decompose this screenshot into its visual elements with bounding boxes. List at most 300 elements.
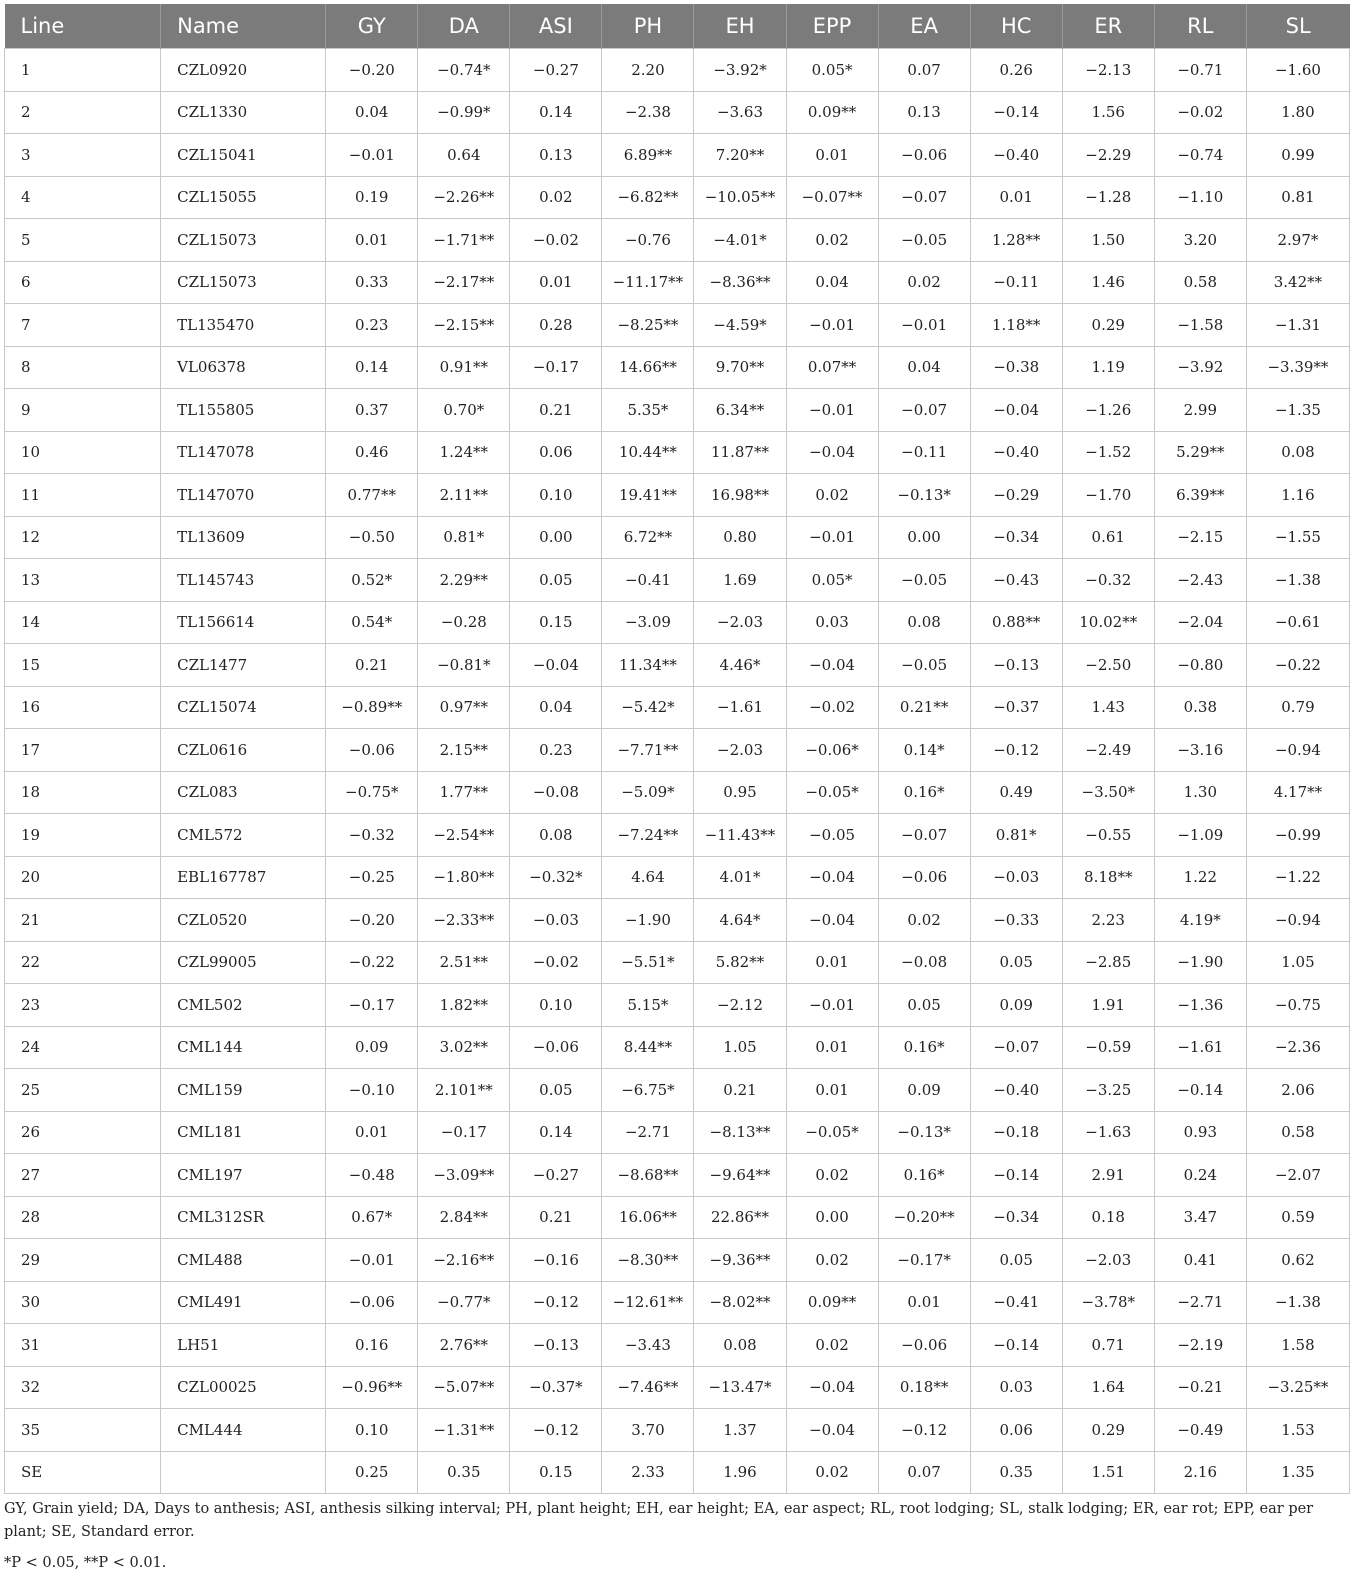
cell-eh: 4.01* (694, 856, 786, 899)
cell-gy: −0.20 (326, 49, 418, 92)
cell-da: 0.70* (418, 389, 510, 432)
cell-sl: −0.99 (1246, 814, 1349, 857)
table-row (5, 49, 1350, 92)
cell-eh: 1.96 (694, 1451, 786, 1494)
abbreviations-note: GY, Grain yield; DA, Days to anthesis; ASI, anthesis silking interval; PH, plant height; EH, ear height; EA, ear aspect; RL, root lodging; SL, stalk lodging; ER, ear rot; EPP, ear per plant; SE, Standard error. (4, 1501, 1314, 1540)
cell-asi: 0.10 (510, 984, 602, 1027)
cell-hc: −0.37 (970, 686, 1062, 729)
cell-er: 2.23 (1062, 899, 1154, 942)
column-header-sl: SL (1246, 4, 1349, 49)
cell-gy: −0.25 (326, 856, 418, 899)
cell-epp: −0.04 (786, 856, 878, 899)
cell-eh: 1.69 (694, 559, 786, 602)
cell-hc: −0.40 (970, 431, 1062, 474)
cell-er: −0.32 (1062, 559, 1154, 602)
cell-sl: −0.22 (1246, 644, 1349, 687)
cell-asi: 0.15 (510, 601, 602, 644)
cell-asi: 0.06 (510, 431, 602, 474)
cell-er: 1.51 (1062, 1451, 1154, 1494)
cell-er: −3.50* (1062, 771, 1154, 814)
cell-rl: −2.04 (1154, 601, 1246, 644)
cell-epp: −0.04 (786, 1409, 878, 1452)
cell-eh: 7.20** (694, 134, 786, 177)
cell-sl: 0.08 (1246, 431, 1349, 474)
cell-asi: −0.03 (510, 899, 602, 942)
cell-ph: 2.20 (602, 49, 694, 92)
cell-da: −2.17** (418, 261, 510, 304)
cell-asi: 0.14 (510, 91, 602, 134)
cell-sl: −1.35 (1246, 389, 1349, 432)
cell-line: 12 (5, 516, 161, 559)
table-row (5, 1281, 1350, 1324)
cell-line: 2 (5, 91, 161, 134)
cell-name: CZL15073 (161, 219, 326, 262)
cell-line: 14 (5, 601, 161, 644)
cell-hc: −0.14 (970, 1154, 1062, 1197)
cell-da: 1.77** (418, 771, 510, 814)
cell-eh: 5.82** (694, 941, 786, 984)
cell-line: SE (5, 1451, 161, 1494)
cell-hc: −0.11 (970, 261, 1062, 304)
cell-name: LH51 (161, 1324, 326, 1367)
cell-asi: 0.10 (510, 474, 602, 517)
cell-sl: 1.16 (1246, 474, 1349, 517)
cell-name: CML144 (161, 1026, 326, 1069)
cell-name: CZL15055 (161, 176, 326, 219)
cell-rl: −1.90 (1154, 941, 1246, 984)
cell-ea: −0.20** (878, 1196, 970, 1239)
cell-sl: −1.22 (1246, 856, 1349, 899)
cell-hc: 0.05 (970, 941, 1062, 984)
table-row (5, 91, 1350, 134)
cell-line: 6 (5, 261, 161, 304)
cell-sl: −0.75 (1246, 984, 1349, 1027)
cell-epp: −0.04 (786, 431, 878, 474)
cell-da: 0.81* (418, 516, 510, 559)
cell-gy: 0.52* (326, 559, 418, 602)
table-row (5, 814, 1350, 857)
cell-da: 2.15** (418, 729, 510, 772)
cell-eh: 11.87** (694, 431, 786, 474)
cell-ea: −0.13* (878, 1111, 970, 1154)
cell-sl: −0.94 (1246, 729, 1349, 772)
column-header-rl: RL (1154, 4, 1246, 49)
cell-eh: −10.05** (694, 176, 786, 219)
cell-eh: −9.36** (694, 1239, 786, 1282)
cell-er: −2.85 (1062, 941, 1154, 984)
cell-hc: −0.33 (970, 899, 1062, 942)
cell-gy: 0.10 (326, 1409, 418, 1452)
cell-rl: −0.74 (1154, 134, 1246, 177)
cell-ph: −2.71 (602, 1111, 694, 1154)
cell-da: 2.11** (418, 474, 510, 517)
cell-ea: 0.01 (878, 1281, 970, 1324)
cell-name: CML502 (161, 984, 326, 1027)
cell-er: −0.55 (1062, 814, 1154, 857)
column-header-gy: GY (326, 4, 418, 49)
cell-rl: −1.36 (1154, 984, 1246, 1027)
column-header-hc: HC (970, 4, 1062, 49)
cell-ph: −5.51* (602, 941, 694, 984)
cell-eh: −1.61 (694, 686, 786, 729)
cell-line: 18 (5, 771, 161, 814)
cell-line: 17 (5, 729, 161, 772)
cell-sl: 0.59 (1246, 1196, 1349, 1239)
cell-sl: 2.06 (1246, 1069, 1349, 1112)
cell-eh: 0.80 (694, 516, 786, 559)
table-row (5, 1026, 1350, 1069)
cell-line: 19 (5, 814, 161, 857)
cell-eh: −2.03 (694, 729, 786, 772)
cell-eh: −3.63 (694, 91, 786, 134)
cell-line: 30 (5, 1281, 161, 1324)
cell-hc: −0.34 (970, 1196, 1062, 1239)
cell-epp: −0.04 (786, 1366, 878, 1409)
cell-eh: 4.64* (694, 899, 786, 942)
cell-ph: −7.46** (602, 1366, 694, 1409)
cell-name: CML159 (161, 1069, 326, 1112)
cell-sl: 0.81 (1246, 176, 1349, 219)
cell-name: EBL167787 (161, 856, 326, 899)
cell-name: TL147078 (161, 431, 326, 474)
cell-ph: −1.90 (602, 899, 694, 942)
table-row (5, 1069, 1350, 1112)
cell-ea: 0.16* (878, 1026, 970, 1069)
cell-ph: 10.44** (602, 431, 694, 474)
cell-sl: 1.35 (1246, 1451, 1349, 1494)
cell-hc: 0.01 (970, 176, 1062, 219)
cell-eh: −11.43** (694, 814, 786, 857)
cell-da: 3.02** (418, 1026, 510, 1069)
cell-eh: −2.12 (694, 984, 786, 1027)
table-row (5, 601, 1350, 644)
cell-ea: −0.05 (878, 219, 970, 262)
cell-line: 10 (5, 431, 161, 474)
cell-asi: 0.04 (510, 686, 602, 729)
cell-da: 0.97** (418, 686, 510, 729)
cell-name: CZL99005 (161, 941, 326, 984)
table-row (5, 304, 1350, 347)
cell-ph: 8.44** (602, 1026, 694, 1069)
cell-er: 2.91 (1062, 1154, 1154, 1197)
cell-ph: 14.66** (602, 346, 694, 389)
cell-ph: −7.71** (602, 729, 694, 772)
cell-name: CZL0520 (161, 899, 326, 942)
cell-ea: 0.02 (878, 899, 970, 942)
cell-rl: 6.39** (1154, 474, 1246, 517)
table-row (5, 729, 1350, 772)
cell-epp: 0.02 (786, 1239, 878, 1282)
column-header-line: Line (5, 4, 161, 49)
standard-error-row (5, 1451, 1350, 1494)
cell-epp: 0.02 (786, 1154, 878, 1197)
cell-hc: −0.03 (970, 856, 1062, 899)
cell-er: 0.18 (1062, 1196, 1154, 1239)
cell-da: 2.51** (418, 941, 510, 984)
cell-epp: 0.02 (786, 1324, 878, 1367)
cell-sl: 1.53 (1246, 1409, 1349, 1452)
cell-epp: 0.00 (786, 1196, 878, 1239)
cell-gy: 0.14 (326, 346, 418, 389)
cell-ea: −0.06 (878, 856, 970, 899)
cell-name: TL135470 (161, 304, 326, 347)
cell-eh: 4.46* (694, 644, 786, 687)
cell-ea: −0.07 (878, 389, 970, 432)
cell-ea: −0.11 (878, 431, 970, 474)
cell-name: CZL15041 (161, 134, 326, 177)
table-row (5, 771, 1350, 814)
cell-name: CZL1477 (161, 644, 326, 687)
column-header-ph: PH (602, 4, 694, 49)
cell-da: −3.09** (418, 1154, 510, 1197)
table-row (5, 389, 1350, 432)
cell-name: CZL00025 (161, 1366, 326, 1409)
cell-gy: −0.20 (326, 899, 418, 942)
cell-ph: 4.64 (602, 856, 694, 899)
cell-epp: 0.01 (786, 1026, 878, 1069)
cell-name: CZL15073 (161, 261, 326, 304)
cell-rl: 3.47 (1154, 1196, 1246, 1239)
cell-epp: −0.04 (786, 644, 878, 687)
column-header-eh: EH (694, 4, 786, 49)
cell-epp: 0.02 (786, 219, 878, 262)
cell-line: 23 (5, 984, 161, 1027)
cell-line: 7 (5, 304, 161, 347)
table-row (5, 346, 1350, 389)
cell-hc: 0.05 (970, 1239, 1062, 1282)
cell-gy: 0.16 (326, 1324, 418, 1367)
cell-er: −1.28 (1062, 176, 1154, 219)
cell-gy: 0.33 (326, 261, 418, 304)
cell-name: CZL0616 (161, 729, 326, 772)
cell-ea: 0.14* (878, 729, 970, 772)
cell-ph: −5.09* (602, 771, 694, 814)
cell-line: 27 (5, 1154, 161, 1197)
cell-asi: 0.21 (510, 389, 602, 432)
cell-eh: −8.13** (694, 1111, 786, 1154)
table-row (5, 1366, 1350, 1409)
cell-rl: 3.20 (1154, 219, 1246, 262)
column-header-er: ER (1062, 4, 1154, 49)
table-row (5, 516, 1350, 559)
cell-da: −5.07** (418, 1366, 510, 1409)
cell-hc: −0.14 (970, 91, 1062, 134)
cell-rl: −2.19 (1154, 1324, 1246, 1367)
cell-rl: 2.99 (1154, 389, 1246, 432)
cell-hc: −0.29 (970, 474, 1062, 517)
cell-er: 0.29 (1062, 1409, 1154, 1452)
cell-da: −0.99* (418, 91, 510, 134)
cell-ea: −0.05 (878, 559, 970, 602)
cell-name: CZL083 (161, 771, 326, 814)
cell-eh: −9.64** (694, 1154, 786, 1197)
data-table-container (4, 4, 1350, 1494)
cell-er: −0.59 (1062, 1026, 1154, 1069)
cell-da: −0.74* (418, 49, 510, 92)
cell-ea: 0.00 (878, 516, 970, 559)
cell-asi: −0.02 (510, 219, 602, 262)
table-row (5, 431, 1350, 474)
cell-epp: −0.01 (786, 516, 878, 559)
cell-rl: 0.38 (1154, 686, 1246, 729)
cell-hc: 0.03 (970, 1366, 1062, 1409)
cell-ph: 5.15* (602, 984, 694, 1027)
cell-gy: 0.67* (326, 1196, 418, 1239)
cell-ea: −0.07 (878, 814, 970, 857)
cell-rl: −0.02 (1154, 91, 1246, 134)
cell-sl: 0.58 (1246, 1111, 1349, 1154)
cell-er: −1.26 (1062, 389, 1154, 432)
cell-epp: 0.03 (786, 601, 878, 644)
table-row (5, 644, 1350, 687)
table-row (5, 176, 1350, 219)
cell-rl: 0.41 (1154, 1239, 1246, 1282)
cell-rl: −3.92 (1154, 346, 1246, 389)
cell-eh: 22.86** (694, 1196, 786, 1239)
cell-hc: −0.14 (970, 1324, 1062, 1367)
cell-rl: 2.16 (1154, 1451, 1246, 1494)
cell-er: −2.13 (1062, 49, 1154, 92)
cell-rl: −1.58 (1154, 304, 1246, 347)
cell-name: CML312SR (161, 1196, 326, 1239)
cell-eh: 9.70** (694, 346, 786, 389)
cell-da: −2.15** (418, 304, 510, 347)
cell-name: TL147070 (161, 474, 326, 517)
cell-asi: −0.13 (510, 1324, 602, 1367)
cell-hc: 1.18** (970, 304, 1062, 347)
cell-hc: 0.06 (970, 1409, 1062, 1452)
cell-er: 1.64 (1062, 1366, 1154, 1409)
cell-eh: −8.02** (694, 1281, 786, 1324)
cell-sl: 3.42** (1246, 261, 1349, 304)
cell-hc: −0.34 (970, 516, 1062, 559)
cell-epp: −0.05* (786, 1111, 878, 1154)
cell-sl: 1.05 (1246, 941, 1349, 984)
cell-line: 20 (5, 856, 161, 899)
cell-er: 10.02** (1062, 601, 1154, 644)
cell-asi: 0.13 (510, 134, 602, 177)
column-header-da: DA (418, 4, 510, 49)
cell-ph: −3.09 (602, 601, 694, 644)
table-row (5, 261, 1350, 304)
cell-ea: 0.21** (878, 686, 970, 729)
cell-da: −1.80** (418, 856, 510, 899)
cell-sl: 0.99 (1246, 134, 1349, 177)
cell-gy: 0.01 (326, 1111, 418, 1154)
cell-ea: −0.13* (878, 474, 970, 517)
significance-note: *P < 0.05, **P < 0.01. (4, 1555, 167, 1571)
cell-gy: 0.37 (326, 389, 418, 432)
cell-line: 21 (5, 899, 161, 942)
cell-gy: 0.54* (326, 601, 418, 644)
cell-line: 15 (5, 644, 161, 687)
cell-sl: −1.38 (1246, 1281, 1349, 1324)
cell-gy: −0.89** (326, 686, 418, 729)
cell-ph: 6.89** (602, 134, 694, 177)
cell-rl: −2.71 (1154, 1281, 1246, 1324)
cell-ph: −0.41 (602, 559, 694, 602)
cell-line: 26 (5, 1111, 161, 1154)
cell-asi: −0.32* (510, 856, 602, 899)
cell-ph: 16.06** (602, 1196, 694, 1239)
cell-sl: −1.55 (1246, 516, 1349, 559)
table-row (5, 686, 1350, 729)
cell-da: 0.91** (418, 346, 510, 389)
cell-ea: 0.07 (878, 1451, 970, 1494)
cell-ph: −12.61** (602, 1281, 694, 1324)
cell-eh: 1.37 (694, 1409, 786, 1452)
cell-ea: 0.08 (878, 601, 970, 644)
cell-sl: 0.79 (1246, 686, 1349, 729)
cell-line: 8 (5, 346, 161, 389)
cell-ea: −0.12 (878, 1409, 970, 1452)
cell-er: −2.49 (1062, 729, 1154, 772)
table-row (5, 941, 1350, 984)
cell-er: −2.50 (1062, 644, 1154, 687)
cell-epp: −0.01 (786, 389, 878, 432)
cell-sl: −3.25** (1246, 1366, 1349, 1409)
cell-line: 29 (5, 1239, 161, 1282)
cell-name: CML444 (161, 1409, 326, 1452)
cell-ph: −0.76 (602, 219, 694, 262)
column-header-epp: EPP (786, 4, 878, 49)
cell-line: 1 (5, 49, 161, 92)
cell-rl: 1.22 (1154, 856, 1246, 899)
cell-rl: −1.10 (1154, 176, 1246, 219)
cell-epp: 0.04 (786, 261, 878, 304)
cell-da: 1.82** (418, 984, 510, 1027)
cell-epp: −0.05* (786, 771, 878, 814)
cell-epp: 0.05* (786, 49, 878, 92)
cell-epp: 0.02 (786, 474, 878, 517)
cell-epp: −0.02 (786, 686, 878, 729)
cell-da: −0.28 (418, 601, 510, 644)
cell-ea: 0.07 (878, 49, 970, 92)
cell-ph: −6.82** (602, 176, 694, 219)
cell-sl: 4.17** (1246, 771, 1349, 814)
cell-name: CML572 (161, 814, 326, 857)
cell-line: 32 (5, 1366, 161, 1409)
cell-ph: −11.17** (602, 261, 694, 304)
cell-rl: −0.71 (1154, 49, 1246, 92)
cell-line: 11 (5, 474, 161, 517)
cell-name: CML491 (161, 1281, 326, 1324)
cell-ea: 0.02 (878, 261, 970, 304)
cell-gy: 0.01 (326, 219, 418, 262)
cell-line: 3 (5, 134, 161, 177)
cell-sl: 1.80 (1246, 91, 1349, 134)
cell-ea: 0.13 (878, 91, 970, 134)
cell-epp: −0.01 (786, 984, 878, 1027)
cell-ph: −6.75* (602, 1069, 694, 1112)
cell-asi: −0.08 (510, 771, 602, 814)
cell-sl: 0.62 (1246, 1239, 1349, 1282)
cell-er: 8.18** (1062, 856, 1154, 899)
cell-ea: 0.18** (878, 1366, 970, 1409)
cell-er: 0.61 (1062, 516, 1154, 559)
cell-gy: −0.01 (326, 134, 418, 177)
cell-sl: −2.07 (1246, 1154, 1349, 1197)
cell-name: CML181 (161, 1111, 326, 1154)
cell-er: 0.29 (1062, 304, 1154, 347)
cell-ph: 11.34** (602, 644, 694, 687)
cell-ph: 3.70 (602, 1409, 694, 1452)
cell-ea: −0.08 (878, 941, 970, 984)
cell-gy: 0.09 (326, 1026, 418, 1069)
cell-hc: 0.81* (970, 814, 1062, 857)
cell-asi: −0.12 (510, 1281, 602, 1324)
cell-eh: −13.47* (694, 1366, 786, 1409)
